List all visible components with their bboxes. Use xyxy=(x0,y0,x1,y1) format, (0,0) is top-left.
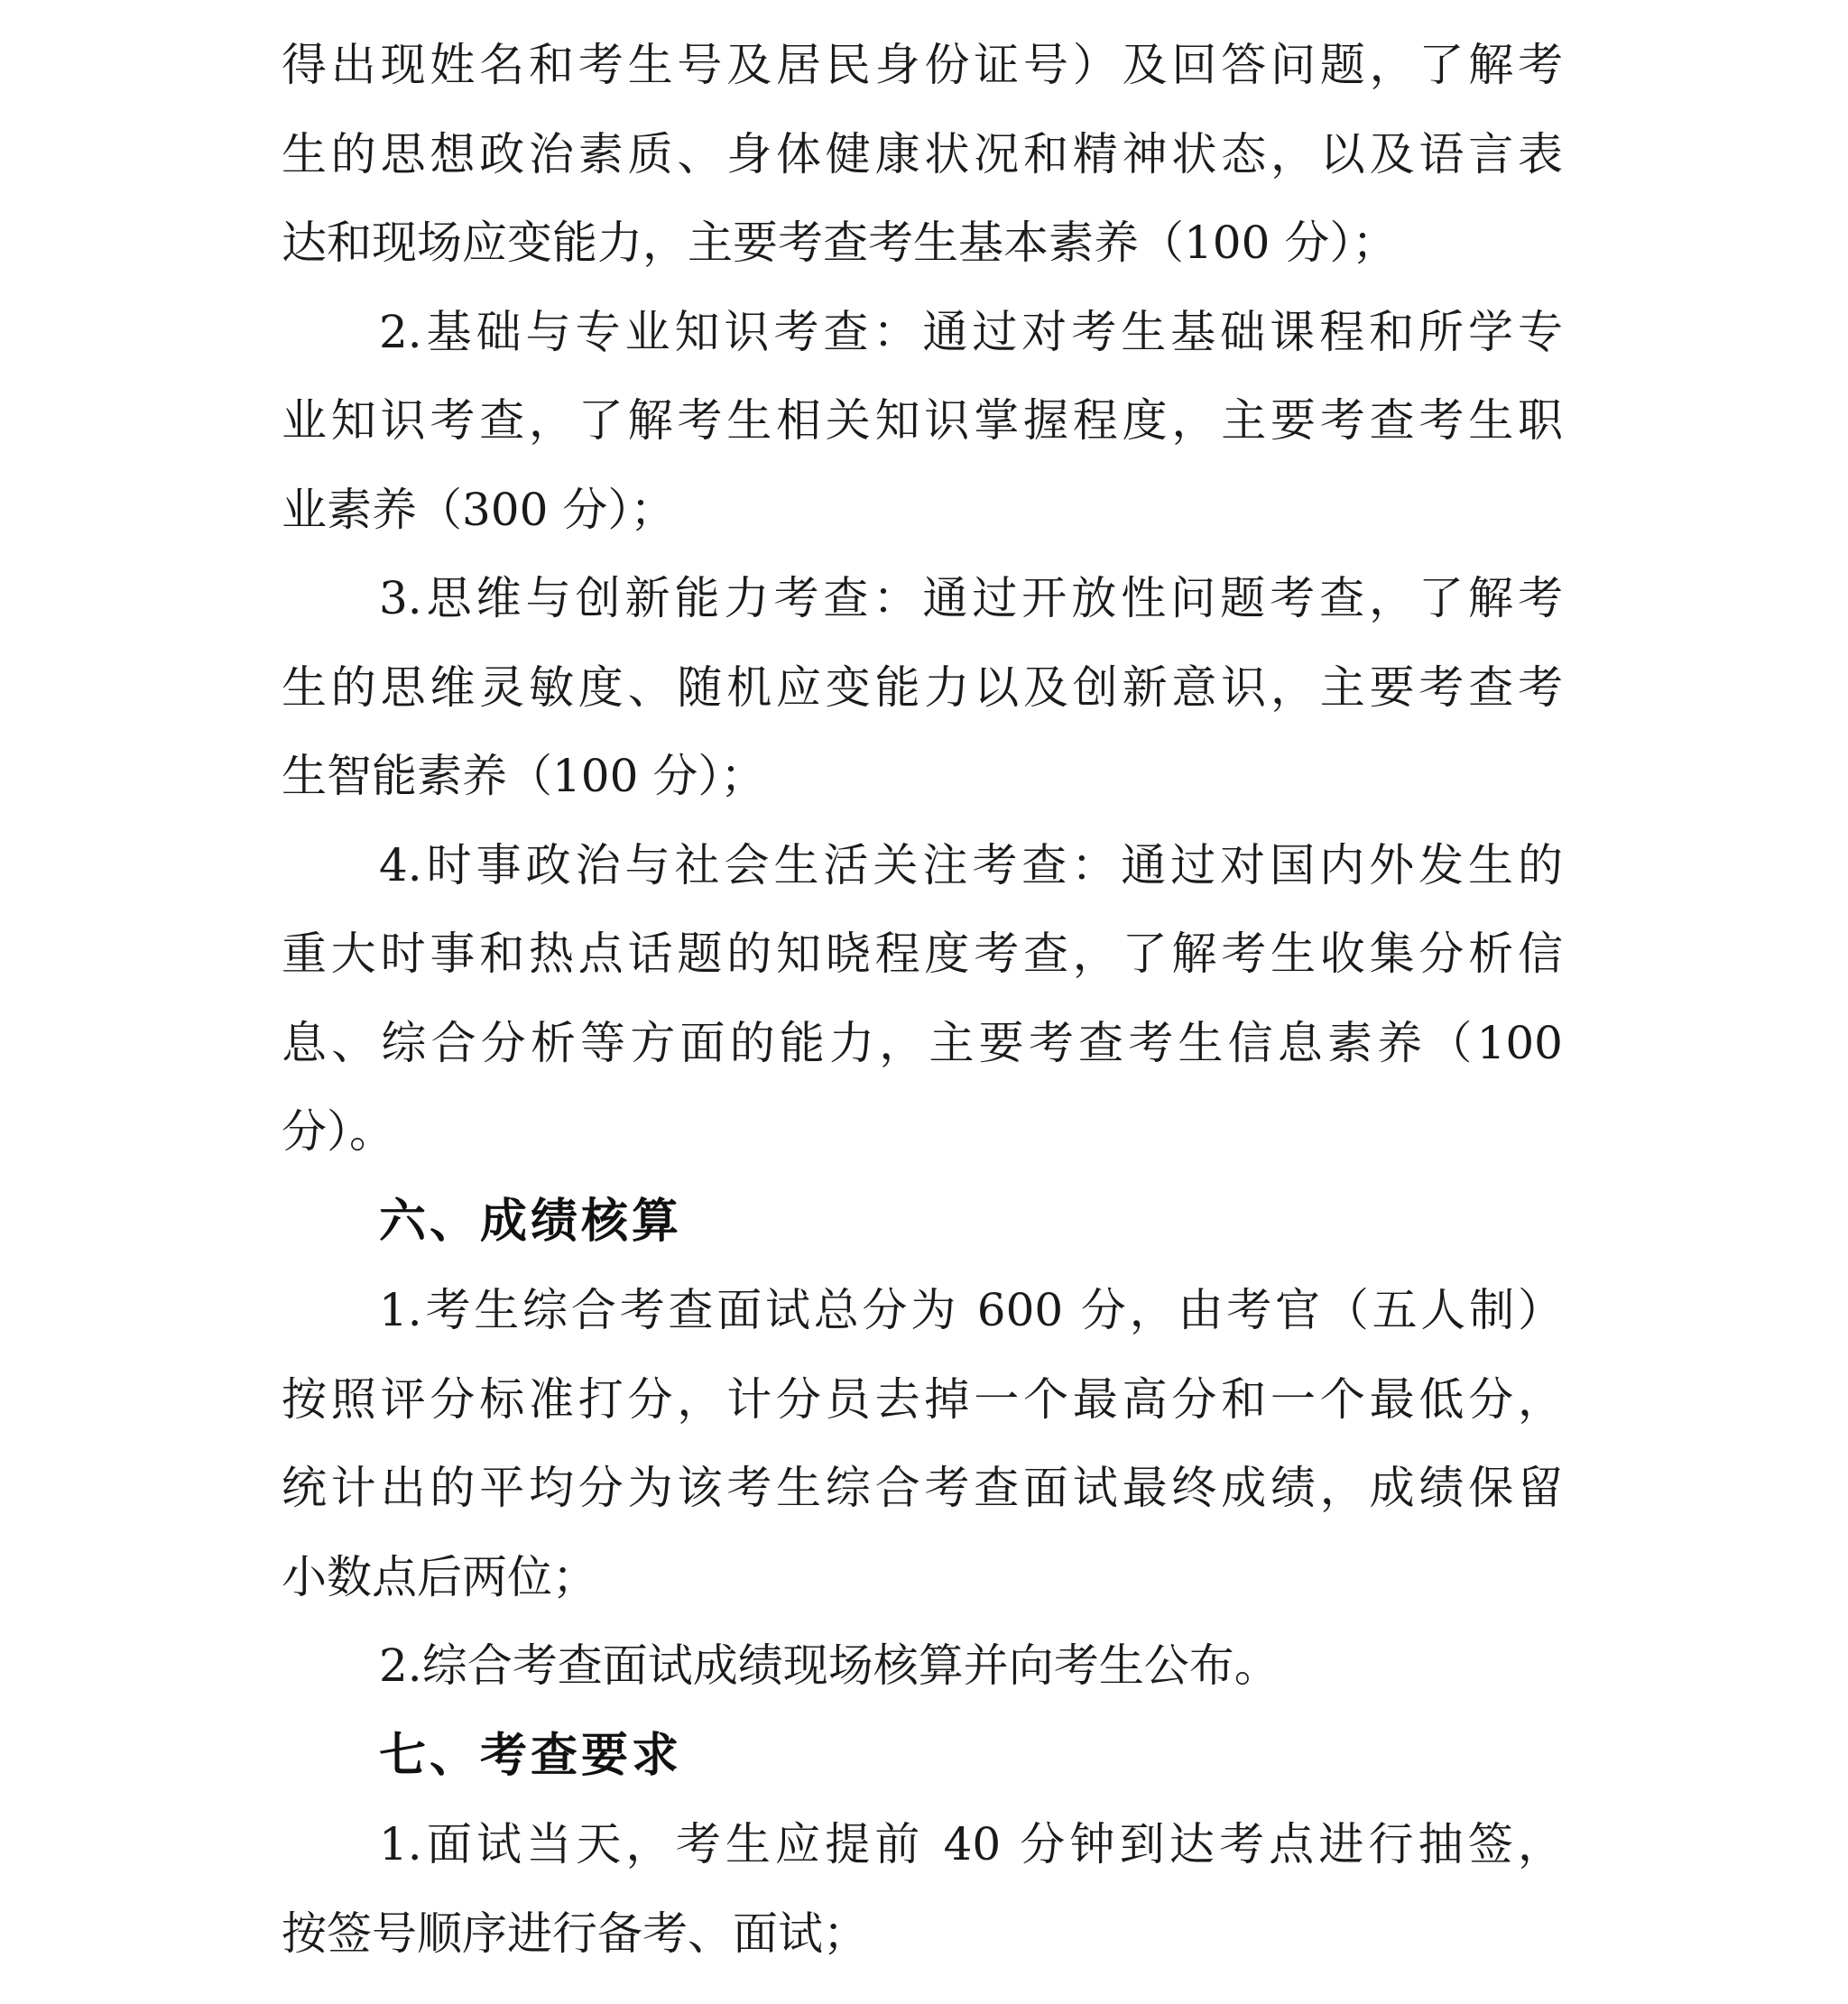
paragraph-line: 按照评分标准打分，计分员去掉一个最高分和一个最低分， xyxy=(282,1373,1563,1426)
paragraph-line: 4.时事政治与社会生活关注考查：通过对国内外发生的 xyxy=(379,839,1563,891)
paragraph-line: 生智能素养（100 分）； xyxy=(282,750,766,802)
paragraph-line: 业素养（300 分）； xyxy=(282,484,676,536)
paragraph-line: 2.基础与专业知识考查：通过对考生基础课程和所学专 xyxy=(379,306,1563,358)
paragraph-line: 2.综合考查面试成绩现场核算并向考生公布。 xyxy=(379,1639,1280,1692)
paragraph-line: 小数点后两位； xyxy=(282,1551,597,1603)
paragraph-line: 生的思维灵敏度、随机应变能力以及创新意识，主要考查考 xyxy=(282,661,1563,714)
section-heading: 七、考查要求 xyxy=(379,1729,683,1783)
paragraph-line: 息、综合分析等方面的能力，主要考查考生信息素养（100 xyxy=(282,1017,1563,1069)
paragraph-line: 业知识考查，了解考生相关知识掌握程度，主要考查考生职 xyxy=(282,394,1563,447)
paragraph-line: 3.思维与创新能力考查：通过开放性问题考查，了解考 xyxy=(379,572,1563,624)
paragraph-line: 1.考生综合考查面试总分为 600 分，由考官（五人制） xyxy=(379,1284,1563,1336)
paragraph-line: 统计出的平均分为该考生综合考查面试最终成绩，成绩保留 xyxy=(282,1462,1563,1514)
section-heading: 六、成绩核算 xyxy=(379,1195,683,1249)
paragraph-line: 重大时事和热点话题的知晓程度考查，了解考生收集分析信 xyxy=(282,928,1563,980)
paragraph-line: 1.面试当天，考生应提前 40 分钟到达考点进行抽签， xyxy=(379,1818,1563,1870)
paragraph-line: 分）。 xyxy=(282,1105,394,1158)
paragraph-line: 得出现姓名和考生号及居民身份证号）及回答问题，了解考 xyxy=(282,39,1563,91)
paragraph-line: 按签号顺序进行备考、面试； xyxy=(282,1907,868,1960)
paragraph-line: 生的思想政治素质、身体健康状况和精神状态，以及语言表 xyxy=(282,128,1563,180)
paragraph-line: 达和现场应变能力，主要考查考生基本素养（100 分）； xyxy=(282,217,1398,269)
